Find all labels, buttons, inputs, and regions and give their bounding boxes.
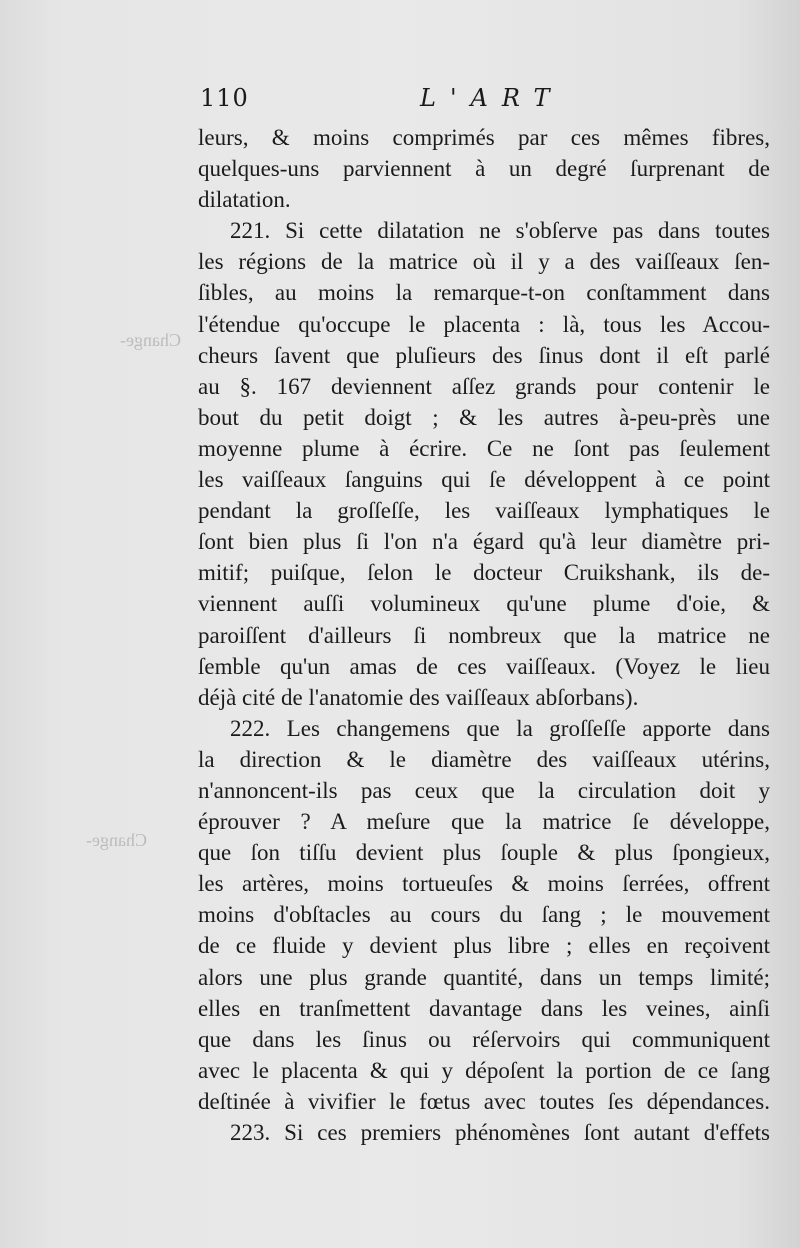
page-header (200, 80, 780, 120)
bleed-through-text: Change- (86, 830, 147, 850)
text-line: deſtinée à vivifier le fœtus avec toutes ſes dépendances. (198, 1088, 770, 1114)
text-line: viennent auſſi volumineux qu'une plume d'oie, & (198, 591, 770, 617)
text-line: mitif; puiſque, ſelon le docteur Cruikshank, ils de- (198, 560, 770, 586)
text-line: ſemble qu'un amas de ces vaiſſeaux. (Voyez le lieu (198, 653, 770, 679)
text-line: les régions de la matrice où il y a des vaiſſeaux ſen- (198, 249, 770, 275)
text-line: ſont bien plus ſi l'on n'a égard qu'à leur diamètre pri- (198, 529, 770, 555)
body-text (198, 122, 770, 1148)
text-line: que ſon tiſſu devient plus ſouple & plus ſpongieux, (198, 840, 770, 866)
text-line: leurs, & moins comprimés par ces mêmes fibres, (198, 125, 770, 150)
text-line: moyenne plume à écrire. Ce ne ſont pas ſeulement (198, 435, 770, 461)
paragraph-start-222: 222. Les changemens que la groſſeſſe apporte dans (230, 715, 770, 741)
text-line: bout du petit doigt ; & les autres à-peu-près une (198, 404, 770, 430)
bleed-through-text: Change- (120, 330, 181, 350)
text-line: pendant la groſſeſſe, les vaiſſeaux lymphatiques le (198, 498, 770, 524)
running-title: L'ART (420, 84, 564, 112)
text-line: dilatation. (198, 187, 291, 213)
paragraph-start-223: 223. Si ces premiers phénomènes ſont autant d'effets (230, 1120, 770, 1145)
text-line: cheurs ſavent que pluſieurs des ſinus dont il eſt parlé (198, 342, 770, 368)
paragraph-start-221: 221. Si cette dilatation ne s'obſerve pas dans toutes (230, 218, 770, 244)
text-line: ſibles, au moins la remarque-t-on conſtamment dans (198, 280, 770, 306)
text-line: moins d'obſtacles au cours du ſang ; le mouvement (198, 902, 770, 928)
text-line: l'étendue qu'occupe le placenta : là, tous les Accou- (198, 311, 770, 337)
text-line: que dans les ſinus ou réſervoirs qui communiquent (198, 1026, 770, 1052)
text-line: au §. 167 deviennent aſſez grands pour contenir le (198, 373, 770, 399)
text-line: elles en tranſmettent davantage dans les veines, ainſi (198, 995, 770, 1021)
text-line: la direction & le diamètre des vaiſſeaux utérins, (198, 746, 770, 772)
text-line: n'annoncent-ils pas ceux que la circulation doit y (198, 777, 770, 803)
text-line: les artères, moins tortueuſes & moins ſerrées, offrent (198, 871, 770, 897)
page-number: 110 (200, 84, 249, 112)
text-line: les vaiſſeaux ſanguins qui ſe développent à ce point (198, 467, 770, 493)
text-line: avec le placenta & qui y dépoſent la portion de ce ſang (198, 1057, 770, 1083)
text-line: de ce fluide y devient plus libre ; elles en reçoivent (198, 933, 770, 959)
text-line: alors une plus grande quantité, dans un temps limité; (198, 964, 770, 990)
text-line: quelques-uns parviennent à un degré ſurprenant de (198, 156, 770, 182)
text-line: déjà cité de l'anatomie des vaiſſeaux abſorbans). (198, 684, 639, 710)
text-line: paroiſſent d'ailleurs ſi nombreux que la matrice ne (198, 622, 770, 648)
text-line: éprouver ? A meſure que la matrice ſe développe, (198, 809, 770, 835)
